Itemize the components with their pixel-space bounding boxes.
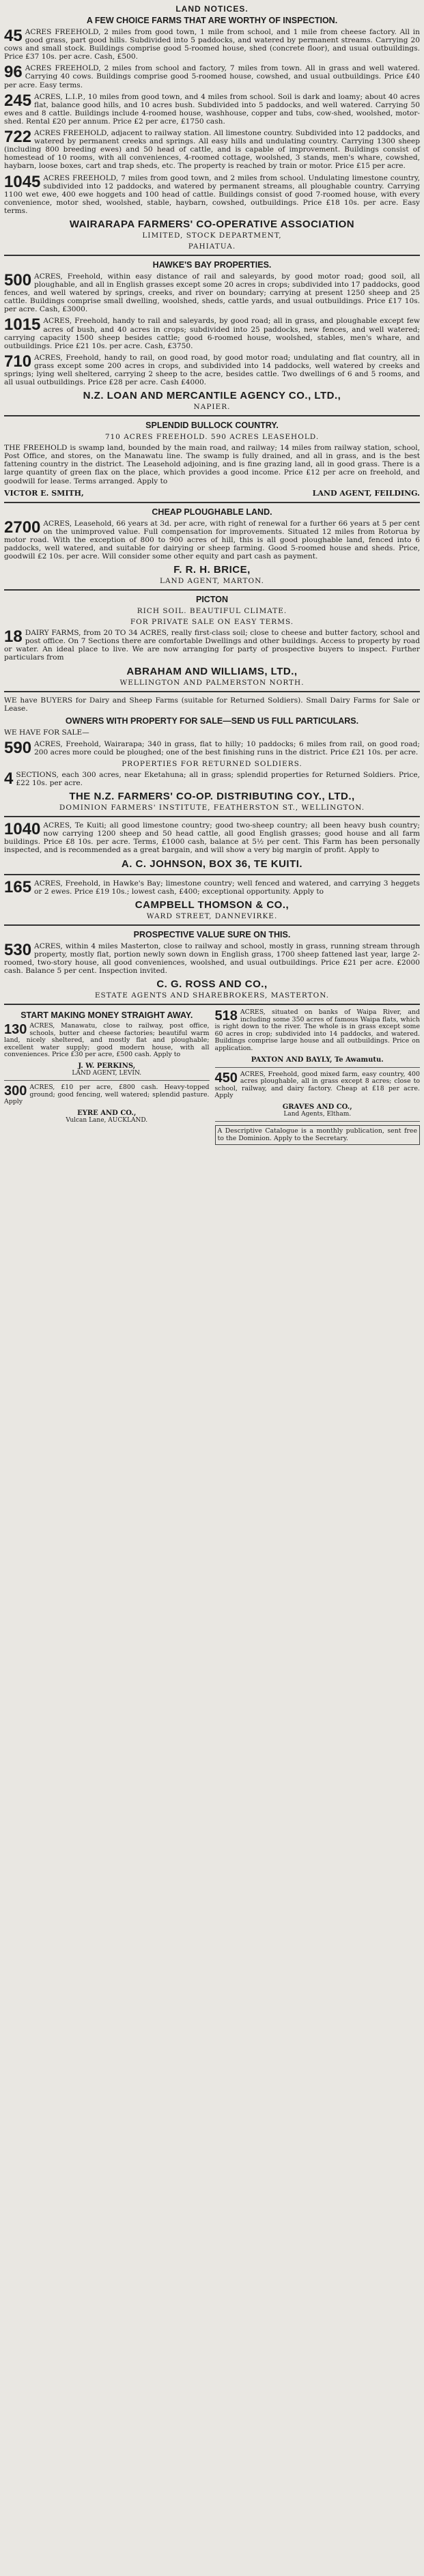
advertiser-wairarapa-town: PAHIATUA.: [188, 242, 236, 251]
newspaper-page: [4, 0, 420, 1148]
listing-245-acres: 245 ACRES, L.I.P., 10 miles from good town, and 4 miles from school. Soil is dark and loamy; about 40 acres flat, balance good hills, and 10 acres bush. Subdivided into 5 paddocks, and well watered. Carrying 50 ewes and 8 cattle. Buildings include 4-roomed house, washhouse, copper and tubs, cow-shed, woolshed, motor-shed. Rental £20 per annum. Price £2 per acre, £1750 cash.: [4, 91, 420, 126]
listing-2700-acres: 2700 ACRES, Leasehold, 66 years at 3d. per acre, with right of renewal for a further 66 years at 5 per cent on the unimproved value. Full compensation for improvements. Situated 12 miles from Rotorua by motor road. With the exception of 800 to 900 acres of hill, this is all good ploughable land, fenced into 6 paddocks, well watered, and suitable for dairying or sheep farming. Good 5-roomed house and sheds. Price, goodwill £2 10s. per acre. Will consider some other equity and part cash as payment.: [4, 518, 420, 561]
buyers-wanted-notice: WE have BUYERS for Dairy and Sheep Farms (suitable for Returned Soldiers). Small Dairy Farms for Sale or Lease.: [4, 696, 420, 713]
for-sale-label: WE HAVE FOR SALE—: [4, 728, 89, 737]
advertiser-ross: C. G. ROSS AND CO.,: [156, 978, 268, 991]
divider: [4, 691, 420, 692]
advertiser-nz-loan: N.Z. LOAN AND MERCANTILE AGENCY CO., LTD.,: [83, 390, 341, 402]
divider: [215, 1121, 421, 1122]
listing-4-sections: 4 SECTIONS, each 300 acres, near Eketahuna; all in grass; splendid properties for Returned Soldiers. Price, £22 10s. per acre.: [4, 769, 420, 788]
section-header-prospective: PROSPECTIVE VALUE SURE ON THIS.: [133, 929, 291, 939]
divider: [4, 816, 420, 817]
divider: [4, 502, 420, 503]
advertiser-graves-role: Land Agents, Eltham.: [283, 1111, 352, 1118]
listing-450-acres: 450 ACRES, Freehold, good mixed farm, easy country, 400 acres ploughable, all in grass except 8 acres; close to school, railway, and dairy factory. Cheap at £18 per acre. Apply: [214, 1070, 420, 1100]
listing-530-acres: 530 ACRES, within 4 miles Masterton, close to railway and school, mostly in grass, running stream through property, mostly flat, portion newly sown down in English grass, 1700 sheep fattened last year, large 2-roomed, two-story house, all good conveniences, woolshed, and usual outbuildings. Price £21 per acre. £2000 cash. Balance 5 per cent. Inspection invited.: [4, 940, 420, 975]
divider: [4, 924, 420, 926]
advertiser-abraham-williams: ABRAHAM AND WILLIAMS, LTD.,: [126, 665, 298, 677]
advertiser-wairarapa: WAIRARAPA FARMERS' CO-OPERATIVE ASSOCIATION: [69, 218, 355, 230]
advertiser-brice: F. R. H. BRICE,: [173, 564, 251, 576]
advertiser-graves: GRAVES AND CO.,: [282, 1103, 352, 1112]
returned-soldiers-header: PROPERTIES FOR RETURNED SOLDIERS.: [122, 759, 302, 768]
divider: [4, 255, 420, 256]
section-header-land-notices: LAND NOTICES.: [175, 4, 249, 14]
advertiser-campbell-thomson: CAMPBELL THOMSON & CO.,: [135, 898, 289, 911]
catalogue-notice: A Descriptive Catalogue is a monthly publication, sent free to the Dominion. Apply to the Secretary.: [215, 1125, 421, 1145]
advertiser-campbell-role: WARD STREET, DANNEVIRKE.: [146, 911, 278, 920]
two-column-listings: [4, 1009, 420, 1148]
divider: [4, 874, 420, 875]
advertiser-ross-role: ESTATE AGENTS AND SHAREBROKERS, MASTERTON.: [94, 991, 330, 1000]
advertiser-name: VICTOR E. SMITH,: [4, 488, 84, 498]
listing-1015-acres: 1015 ACRES, Freehold, handy to rail and saleyards, by good road; all in grass, and ploughable except few acres of bush, and 40 acres in crops; subdivided into 25 paddocks, new fences, and well watered; carrying capacity 1500 sheep besides cattle; good 6-roomed house, woolshed, stables, men's whare, and outbuildings. Price £21 10s. per acre. Cash, £3750.: [4, 315, 420, 350]
listing-590-acres: 590 ACRES, Freehold, Wairarapa; 340 in grass, flat to hilly; 10 paddocks; 6 miles from rail, on good road; 200 acres more could be ploughed; one of the best finishing runs in the district. Price £21 10s. per acre.: [4, 738, 420, 757]
section-header-bullock: SPLENDID BULLOCK COUNTRY.: [145, 421, 279, 431]
advertiser-nz-farmers: THE N.Z. FARMERS' CO-OP. DISTRIBUTING COY., LTD.,: [69, 791, 355, 803]
section-header-picton: PICTON: [196, 595, 228, 605]
picton-sale-terms: FOR PRIVATE SALE ON EASY TERMS.: [130, 618, 294, 627]
advertiser-perkins: J. W. PERKINS,: [78, 1062, 136, 1071]
advertiser-abraham-role: WELLINGTON AND PALMERSTON NORTH.: [119, 678, 305, 687]
listing-300-acres: 300 ACRES, £10 per acre, £800 cash. Heavy-topped ground; good fencing, well watered; splendid pasture. Apply: [4, 1084, 210, 1106]
left-column-header: START MAKING MONEY STRAIGHT AWAY.: [20, 1010, 193, 1021]
listing-96-acres: 96 ACRES FREEHOLD, 2 miles from school and factory, 7 miles from town. All in grass and well watered. Carrying 40 cows. Buildings comprise good 5-roomed house, cowshed, and usual outbuildings. Price £40 per acre. Easy terms.: [4, 63, 420, 89]
advertiser-perkins-role: LAND AGENT, LEVIN.: [72, 1070, 142, 1077]
picton-tagline: RICH SOIL. BEAUTIFUL CLIMATE.: [137, 607, 287, 616]
listing-722-acres: 722 ACRES FREEHOLD, adjacent to railway station. All limestone country. Subdivided into 12 paddocks, and watered by permanent creeks and springs. All easy hills and undulating country. Carrying 1300 sheep (including 800 breeding ewes) and 50 head of cattle, and is capable of improvement. Buildings consist of homestead of 10 rooms, with all conveniences, 4-roomed cottage, woolshed, 3 stands, men's whare, cowshed, haybarn, loose boxes, cart and trap sheds, etc. The property is reached by train or motor. Price £15 per acre.: [4, 128, 420, 171]
advertiser-eyre-role: Vulcan Lane, AUCKLAND.: [66, 1116, 148, 1124]
listing-710-acres: 710 ACRES, Freehold, handy to rail, on good road, by good motor road; undulating and flat country, all in grass except some 200 acres in crops, and subdivided into 14 paddocks, well watered by creeks and springs; lying well sheltered, carrying 2 sheep to the acre, besides cattle. Two dwellings of 6 and 5 rooms, and all usual outbuildings. Price £28 per acre. Cash £4000.: [4, 352, 420, 387]
bullock-acreage: 710 ACRES FREEHOLD. 590 ACRES LEASEHOLD.: [104, 433, 320, 442]
listing-165-acres: 165 ACRES, Freehold, in Hawke's Bay; limestone country; well fenced and watered, and carrying 3 heggets or 2 ewes. Price £19 10s.; lowest cash, £400; exceptional opportunity. Apply to: [4, 877, 420, 896]
listing-18-dairy-farms: 18 DAIRY FARMS, from 20 TO 34 ACRES, really first-class soil; close to cheese and butter factory, school and post office. On 7 Sections there are comfortable Dwellings and other buildings. Access to property by road or water. An ideal place to live. We are now arranging for party of prospective buyers to inspect. Further particulars from: [4, 627, 420, 662]
advertiser-nz-farmers-role: DOMINION FARMERS' INSTITUTE, FEATHERSTON ST., WELLINGTON.: [59, 804, 365, 812]
advertiser-victor-smith: [4, 489, 420, 498]
advertiser-role: LAND AGENT, FEILDING.: [312, 488, 420, 498]
advertiser-paxton: PAXTON AND BAYLY, Te Awamutu.: [251, 1056, 384, 1064]
advertiser-eyre: EYRE AND CO.,: [77, 1109, 137, 1117]
section-subheader-choice-farms: A FEW CHOICE FARMS THAT ARE WORTHY OF INSPECTION.: [86, 16, 338, 25]
advertiser-johnson: A. C. JOHNSON, BOX 36, TE KUITI.: [121, 858, 303, 870]
listing-1040-acres: 1040 ACRES, Te Kuiti; all good limestone country; good two-sheep country; all been heavy bush country; now carrying 1200 sheep and 50 head cattle, all good English grasses; good house and all farm buildings. Price £8 10s. per acre. Terms, £1000 cash, balance at 5½ per cent. This Farm has been personally inspected, and is recommended as a great bargain, and will show a very big margin of profit. Apply to: [4, 820, 420, 855]
listing-1045-acres: 1045 ACRES FREEHOLD, 7 miles from good town, and 2 miles from school. Undulating limestone country, subdivided into 12 paddocks, and watered by permanent streams, all ploughable country. Carrying 1100 wet ewe, 400 ewe hoggets and 100 head of cattle. Buildings consist of good 7-roomed house, with every convenience, motor shed, woolshed, stable, haybarn, cowshed, outbuildings. Price £18 10s. per acre. Easy terms.: [4, 172, 420, 215]
right-column: [215, 1009, 421, 1148]
divider: [4, 589, 420, 591]
listing-130-acres: 130 ACRES, Manawatu, close to railway, post office, schools, butter and cheese factories; beautiful warm land, nicely sheltered, and mostly flat and ploughable; excellent water supply; good modern house, with all conveniences. Price £30 per acre, £500 cash. Apply to: [4, 1022, 210, 1059]
left-column: [4, 1009, 210, 1148]
divider: [4, 1080, 210, 1081]
advertiser-brice-role: LAND AGENT, MARTON.: [160, 577, 264, 586]
listing-45-acres: 45 ACRES FREEHOLD, 2 miles from good town, 1 mile from school, and 1 mile from cheese factory. All in good grass, part good hills. Subdivided into 5 paddocks, and watered by permanent streams. Carrying 20 cows and small stock. Buildings comprise good 5-roomed house, shed (concrete floor), and usual outbuildings. Price £37 10s. per acre. Cash, £500.: [4, 27, 420, 61]
owners-notice: OWNERS WITH PROPERTY FOR SALE—SEND US FULL PARTICULARS.: [65, 716, 359, 726]
section-header-cheap-land: CHEAP PLOUGHABLE LAND.: [152, 507, 272, 517]
advertiser-nz-loan-town: NAPIER.: [193, 403, 231, 412]
section-header-hawkes-bay: HAWKE'S BAY PROPERTIES.: [152, 259, 272, 270]
divider: [4, 1004, 420, 1005]
divider: [215, 1067, 421, 1068]
listing-500-acres: 500 ACRES, Freehold, within easy distance of rail and saleyards, by good motor road; good soil, all ploughable, and all in English grasses except some 20 acres in crops; subdivided into 17 paddocks, good fences, and well watered by springs, creeks, and river on boundary; carrying at present 1250 sheep and 25 cattle. Buildings comprise small dwelling, woolshed, sheds, cattle yards, and usual outbuildings. Price £17 10s. per acre. Cash, £3000.: [4, 270, 420, 314]
divider: [4, 415, 420, 416]
listing-518-acres: 518 ACRES, situated on banks of Waipa River, and including some 350 acres of famous Waipa flats, which is right down to the river. The whole is in grass except some 60 acres in crop; subdivided into 14 paddocks, and watered. Buildings comprise large house and all outbuildings. Price on application.: [214, 1008, 420, 1053]
listing-bullock-country: THE FREEHOLD is swamp land, bounded by the main road, and railway; 14 miles from railway station, school, Post Office, and stores, on the Manawatu line. The swamp is fully drained, and all in grass, and is the best fattening country in the district. The Leasehold adjoining, and is fine grazing land, all in good grass. There is a large quantity of green flax on the place, which provides a good income. Price £12 per acre on freehold, and goodwill for lease. Terms arranged. Apply to: [4, 444, 420, 485]
advertiser-wairarapa-sub: LIMITED, STOCK DEPARTMENT,: [142, 231, 282, 240]
